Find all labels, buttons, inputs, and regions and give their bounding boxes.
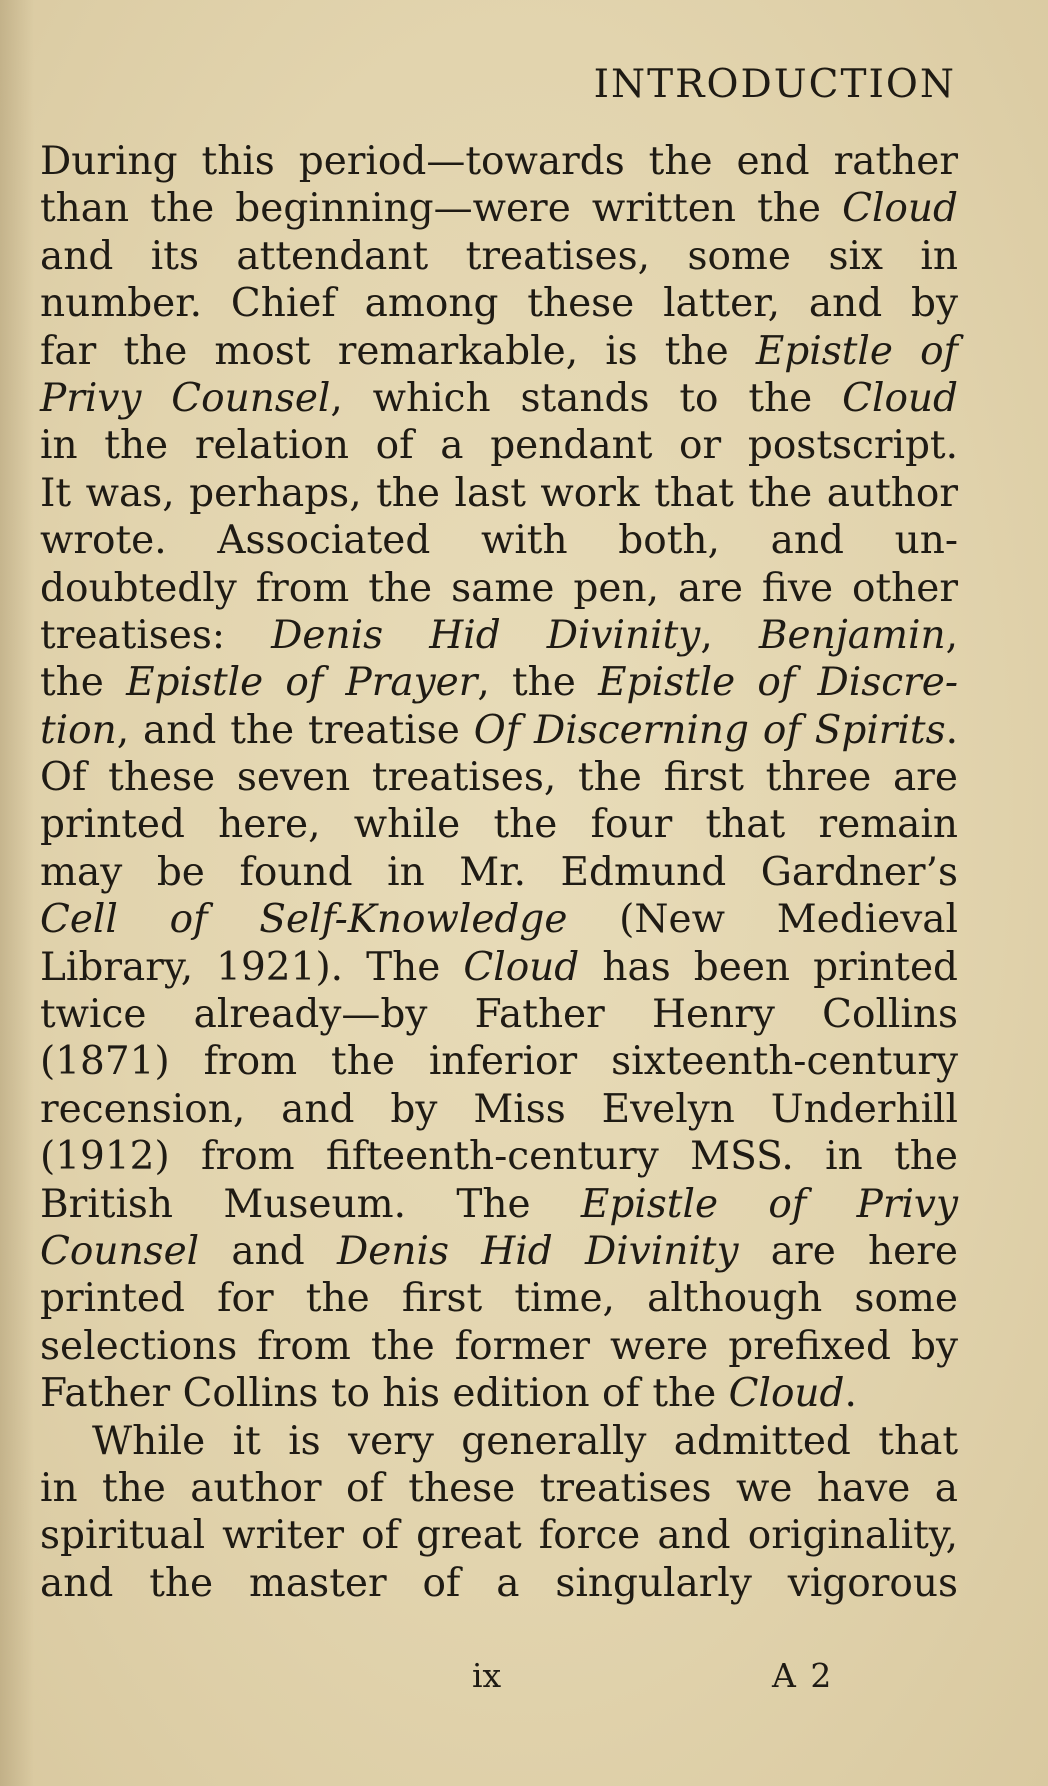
italic-run: Denis Hid Divinity bbox=[271, 612, 701, 658]
text-run: printed here, while the four that remain bbox=[40, 802, 958, 848]
text-run: Of these seven treatises, the first three are bbox=[40, 755, 958, 801]
text-run: treatises: bbox=[40, 612, 272, 658]
text-line bbox=[40, 944, 958, 991]
italic-run: Cloud bbox=[842, 186, 958, 232]
text-line bbox=[40, 1038, 958, 1085]
text-line bbox=[40, 565, 958, 612]
body-text bbox=[40, 138, 958, 1607]
text-run: , and the treatise bbox=[116, 707, 474, 753]
text-run: than the beginning—were written the bbox=[40, 186, 843, 232]
text-run: , bbox=[700, 612, 759, 658]
text-line bbox=[40, 1086, 958, 1133]
text-line bbox=[40, 1512, 958, 1559]
text-run: far the most remarkable, is the bbox=[40, 328, 756, 374]
running-head: INTRODUCTION bbox=[593, 62, 956, 107]
text-line bbox=[40, 517, 958, 564]
text-run: While it is very generally admitted that bbox=[92, 1418, 958, 1464]
text-run: spiritual writer of great force and originality, bbox=[40, 1513, 958, 1559]
text-line bbox=[40, 375, 958, 422]
italic-run: Cloud bbox=[728, 1371, 845, 1417]
text-line bbox=[40, 422, 958, 469]
italic-run: Epistle of Discre- bbox=[598, 660, 959, 706]
italic-run: Cloud bbox=[842, 375, 959, 421]
text-run: number. Chief among these latter, and by bbox=[40, 281, 958, 327]
spine-shadow bbox=[0, 0, 34, 1786]
italic-run: Denis Hid Divinity bbox=[337, 1228, 739, 1274]
text-run: , the bbox=[477, 660, 599, 706]
text-line bbox=[40, 280, 958, 327]
text-run: . bbox=[844, 1371, 857, 1417]
italic-run: Epistle of Privy bbox=[580, 1181, 958, 1227]
italic-run: tion bbox=[40, 707, 117, 753]
text-run: , bbox=[945, 612, 959, 658]
text-line bbox=[40, 707, 958, 754]
text-run: Father Collins to his edition of the bbox=[40, 1371, 729, 1417]
text-line bbox=[40, 185, 958, 232]
text-run: British Museum. The bbox=[40, 1181, 581, 1227]
text-line bbox=[40, 1560, 958, 1607]
text-run: (1912) from fifteenth-century MSS. in the bbox=[40, 1134, 958, 1180]
italic-run: Counsel bbox=[40, 1228, 200, 1274]
text-run: may be found in Mr. Edmund Gardner’s bbox=[40, 849, 958, 895]
text-run: the bbox=[40, 660, 127, 706]
italic-run: Cell of Self-Knowledge bbox=[40, 897, 568, 943]
text-line bbox=[40, 138, 958, 185]
italic-run: Benjamin bbox=[758, 612, 946, 658]
page-number: ix bbox=[472, 1656, 502, 1695]
text-run: has been printed bbox=[579, 944, 959, 990]
text-line bbox=[40, 849, 958, 896]
text-line bbox=[40, 896, 958, 943]
text-line bbox=[40, 1418, 958, 1465]
italic-run: Epistle of bbox=[755, 328, 958, 374]
text-line bbox=[40, 1181, 958, 1228]
text-line bbox=[40, 991, 958, 1038]
text-run: in the author of these treatises we have a bbox=[40, 1465, 958, 1511]
text-line bbox=[40, 1228, 958, 1275]
text-line bbox=[40, 754, 958, 801]
text-run: , which stands to the bbox=[330, 375, 843, 421]
text-run: are here bbox=[738, 1228, 958, 1274]
text-run: and the master of a singularly vigorous bbox=[40, 1560, 958, 1606]
text-run: wrote. Associated with both, and un- bbox=[40, 518, 958, 564]
text-run: . bbox=[945, 707, 959, 753]
text-run: in the relation of a pendant or postscript. bbox=[40, 423, 958, 469]
text-line bbox=[40, 1275, 958, 1322]
text-line bbox=[40, 1323, 958, 1370]
text-run: and its attendant treatises, some six in bbox=[40, 233, 958, 279]
text-run: and bbox=[199, 1228, 338, 1274]
text-run: doubtedly from the same pen, are five other bbox=[40, 565, 958, 611]
text-run: recension, and by Miss Evelyn Underhill bbox=[40, 1086, 958, 1132]
text-line bbox=[40, 1370, 958, 1417]
italic-run: Privy Counsel bbox=[40, 375, 331, 421]
text-line bbox=[40, 328, 958, 375]
text-line bbox=[40, 659, 958, 706]
text-run: twice already—by Father Henry Collins bbox=[40, 992, 958, 1038]
text-run: Library, 1921). The bbox=[40, 944, 464, 990]
text-line bbox=[40, 470, 958, 517]
text-run: During this period—towards the end rather bbox=[40, 139, 958, 184]
italic-run: Epistle of Prayer bbox=[126, 660, 478, 706]
text-run: (1871) from the inferior sixteenth-century bbox=[40, 1039, 958, 1085]
text-run: selections from the former were prefixed by bbox=[40, 1323, 958, 1369]
italic-run: Cloud bbox=[463, 944, 580, 990]
text-line bbox=[40, 612, 958, 659]
text-line bbox=[40, 801, 958, 848]
text-run: (New Medieval bbox=[567, 897, 959, 943]
text-line bbox=[40, 1465, 958, 1512]
text-line bbox=[40, 1133, 958, 1180]
text-run: printed for the first time, although some bbox=[40, 1276, 958, 1322]
signature-mark: A 2 bbox=[772, 1656, 834, 1695]
italic-run: Of Discerning of Spirits bbox=[473, 707, 946, 753]
text-run: It was, perhaps, the last work that the author bbox=[40, 470, 958, 516]
text-line bbox=[40, 233, 958, 280]
